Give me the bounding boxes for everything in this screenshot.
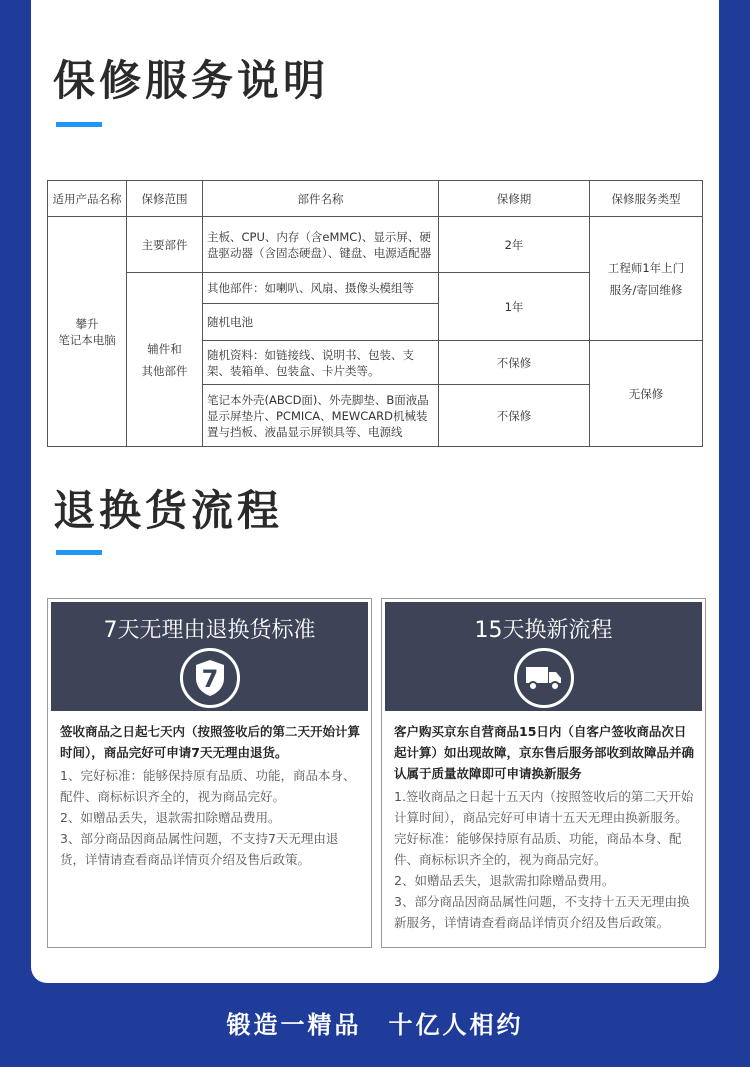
header-product: 适用产品名称	[48, 181, 127, 217]
warranty-table	[47, 180, 703, 447]
warranty-title-underline	[56, 122, 102, 127]
seven-day-box-header	[51, 602, 368, 711]
seven-day-return-box	[47, 598, 372, 948]
period-none-cell-2: 不保修	[439, 385, 590, 447]
seven-day-box-title: 7天无理由退换货标准	[103, 618, 316, 643]
service-onsite-cell: 工程师1年上门 服务/寄回维修	[590, 217, 703, 341]
scope-main-cell: 主要部件	[127, 217, 203, 273]
service-none-cell: 无保修	[590, 341, 703, 447]
parts-docs-cell: 随机资料：如链接线、说明书、包装、支架、装箱单、包装盒、卡片类等。	[203, 341, 439, 385]
seven-day-lead: 签收商品之日起七天内（按照签收后的第二天开始计算时间），商品完好可申请7天无理由退货。	[60, 724, 361, 760]
content-card	[31, 0, 719, 983]
fifteen-day-box-title: 15天换新流程	[474, 618, 613, 643]
period-1y-cell: 1年	[439, 273, 590, 341]
footer-slogan: 锻造一精品 十亿人相约	[226, 1011, 524, 1039]
period-2y-cell: 2年	[439, 217, 590, 273]
fifteen-day-lead: 客户购买京东自营商品15日内（自客户签收商品次日起计算）如出现故障，京东售后服务部收到故障品并确认属于质量故障即可申请换新服务	[394, 724, 695, 781]
seven-day-box-body	[60, 721, 361, 870]
seven-day-item-2: 2、如赠品丢失，退款需扣除赠品费用。	[60, 810, 281, 825]
product-name-cell: 攀升 笔记本电脑	[48, 217, 127, 447]
table-header-row	[48, 181, 703, 217]
parts-shell-cell: 笔记本外壳(ABCD面)、外壳脚垫、B面液晶显示屏垫片、PCMICA、MEWCARD机械装置与挡板、液晶显示屏锁具等、电源线	[203, 385, 439, 447]
table-row	[48, 217, 703, 273]
scope-other-cell: 辅件和 其他部件	[127, 273, 203, 447]
parts-main-cell: 主板、CPU、内存（含eMMC)、显示屏、硬盘驱动器（含固态硬盘）、键盘、电源适配器	[203, 217, 439, 273]
header-service: 保修服务类型	[590, 181, 703, 217]
fifteen-day-item-1: 1.签收商品之日起十五天内（按照签收后的第二天开始计算时间），商品完好可申请十五天无理由换新服务。	[394, 789, 694, 825]
header-parts: 部件名称	[203, 181, 439, 217]
period-none-cell: 不保修	[439, 341, 590, 385]
shield-seven-icon	[180, 648, 240, 708]
parts-battery-cell: 随机电池	[203, 304, 439, 341]
parts-other-cell: 其他部件：如喇叭、风扇、摄像头模组等	[203, 273, 439, 304]
delivery-truck-icon	[514, 648, 574, 708]
fifteen-day-exchange-box	[381, 598, 706, 948]
header-period: 保修期	[439, 181, 590, 217]
fifteen-day-box-header	[385, 602, 702, 711]
return-title-underline	[56, 550, 102, 555]
fifteen-day-item-2: 完好标准：能够保持原有品质、功能，商品本身、配件、商标标识齐全的，视为商品完好。	[394, 831, 682, 867]
warranty-section-title: 保修服务说明	[53, 56, 330, 105]
seven-day-item-1: 1、完好标准：能够保持原有品质、功能，商品本身、配件、商标标识齐全的，视为商品完好。	[60, 768, 356, 804]
return-section-title: 退换货流程	[53, 486, 284, 535]
seven-day-item-3: 3、部分商品因商品属性问题，不支持7天无理由退货，详情请查看商品详情页介绍及售后政策。	[60, 831, 339, 867]
shield-seven-label: 7	[201, 665, 218, 693]
fifteen-day-box-body	[394, 721, 695, 933]
fifteen-day-item-4: 3、部分商品因商品属性问题，不支持十五天无理由换新服务，详情请查看商品详情页介绍及售后政策。	[394, 894, 690, 930]
header-scope: 保修范围	[127, 181, 203, 217]
fifteen-day-item-3: 2、如赠品丢失，退款需扣除赠品费用。	[394, 873, 615, 888]
